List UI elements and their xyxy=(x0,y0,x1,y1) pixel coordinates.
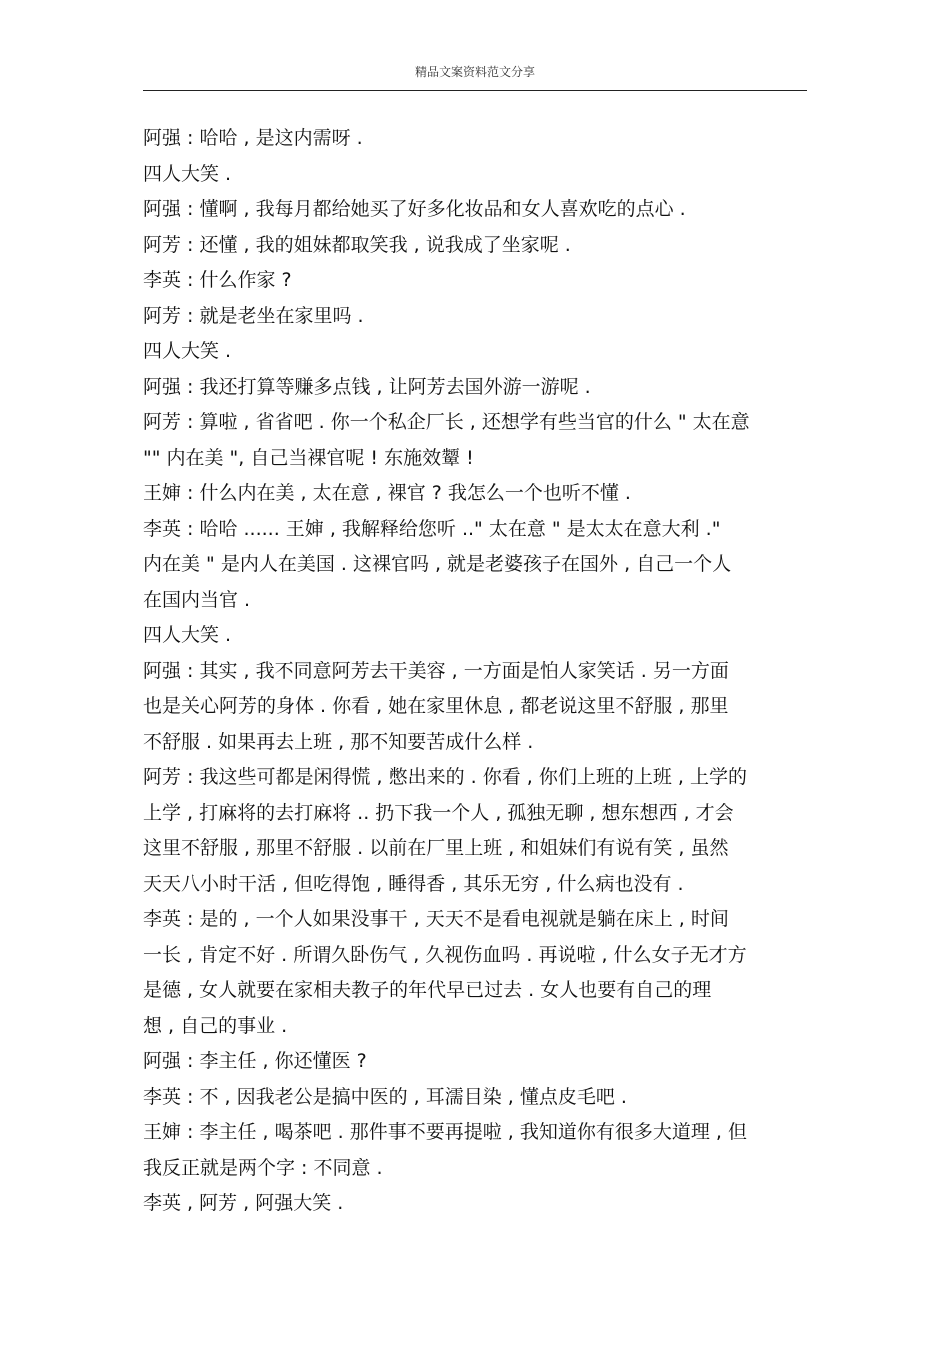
text-line: 阿芳 : 我这些可都是闲得慌 , 憋出来的 . 你看 , 你们上班的上班 , 上学的 xyxy=(143,766,747,788)
text-line: "" 内在美 ", 自己当裸官呢 ! 东施效颦 ! xyxy=(143,446,474,469)
text-line: 阿强 : 懂啊 , 我每月都给她买了好多化妆品和女人喜欢吃的点心 . xyxy=(143,198,686,220)
text-line: 王婶 : 什么内在美 , 太在意 , 裸官 ? 我怎么一个也听不懂 . xyxy=(143,482,631,504)
text-line: 是德 , 女人就要在家相夫教子的年代早已过去 . 女人也要有自己的理 xyxy=(143,979,712,1001)
text-line: 李英 : 哈哈 ...... 王婶 , 我解释给您听 .." 太在意 " 是太太在意大利 ." xyxy=(143,517,721,540)
text-line: 上学 , 打麻将的去打麻将 .. 扔下我一个人 , 孤独无聊 , 想东想西 , 才会 xyxy=(143,801,734,824)
page-header: 精品文案资料范文分享 xyxy=(414,65,535,79)
text-line: 不舒服 . 如果再去上班 , 那不知要苦成什么样 . xyxy=(143,730,534,753)
text-line: 也是关心阿芳的身体 . 你看 , 她在家里休息 , 都老说这里不舒服 , 那里 xyxy=(143,695,729,717)
text-line: 阿强 : 我还打算等赚多点钱 , 让阿芳去国外游一游呢 . xyxy=(143,375,591,398)
text-line: 李英 : 什么作家 ? xyxy=(143,269,292,291)
text-line: 我反正就是两个字 : 不同意 . xyxy=(143,1156,383,1179)
text-line: 阿强 : 其实 , 我不同意阿芳去干美容 , 一方面是怕人家笑话 . 另一方面 xyxy=(143,659,729,682)
text-line: 四人大笑 . xyxy=(143,162,232,185)
text-line: 想 , 自己的事业 . xyxy=(143,1014,288,1037)
text-line: 王婶 : 李主任 , 喝茶吧 . 那件事不要再提啦 , 我知道你有很多大道理 , 但 xyxy=(143,1121,747,1143)
text-line: 阿强 : 李主任 , 你还懂医 ? xyxy=(143,1050,367,1072)
text-line: 一长 , 肯定不好 . 所谓久卧伤气 , 久视伤血吗 . 再说啦 , 什么女子无才方 xyxy=(143,943,747,966)
text-line: 阿强 : 哈哈 , 是这内需呀 . xyxy=(143,127,363,149)
text-line: 李英 : 不 , 因我老公是搞中医的 , 耳濡目染 , 懂点皮毛吧 . xyxy=(143,1085,627,1108)
text-line: 阿芳 : 算啦 , 省省吧 . 你一个私企厂长 , 还想学有些当官的什么 " 太在意 xyxy=(143,411,750,433)
text-line: 在国内当官 . xyxy=(143,588,251,611)
text-line: 四人大笑 . xyxy=(143,624,232,646)
header-divider xyxy=(143,90,807,91)
text-line: 阿芳 : 就是老坐在家里吗 . xyxy=(143,304,364,327)
text-line: 四人大笑 . xyxy=(143,340,232,362)
text-line: 李英 : 是的 , 一个人如果没事干 , 天天不是看电视就是躺在床上 , 时间 xyxy=(143,908,729,930)
document-body xyxy=(143,121,807,1222)
text-line: 阿芳 : 还懂 , 我的姐妹都取笑我 , 说我成了坐家呢 . xyxy=(143,233,571,256)
text-line: 天天八小时干活 , 但吃得饱 , 睡得香 , 其乐无穷 , 什么病也没有 . xyxy=(143,872,684,895)
text-line: 这里不舒服 , 那里不舒服 . 以前在厂里上班 , 和姐妹们有说有笑 , 虽然 xyxy=(143,837,729,859)
text-line: 内在美 " 是内人在美国 . 这裸官吗 , 就是老婆孩子在国外 , 自己一个人 xyxy=(143,553,732,575)
text-line: 李英 , 阿芳 , 阿强大笑 . xyxy=(143,1192,344,1214)
